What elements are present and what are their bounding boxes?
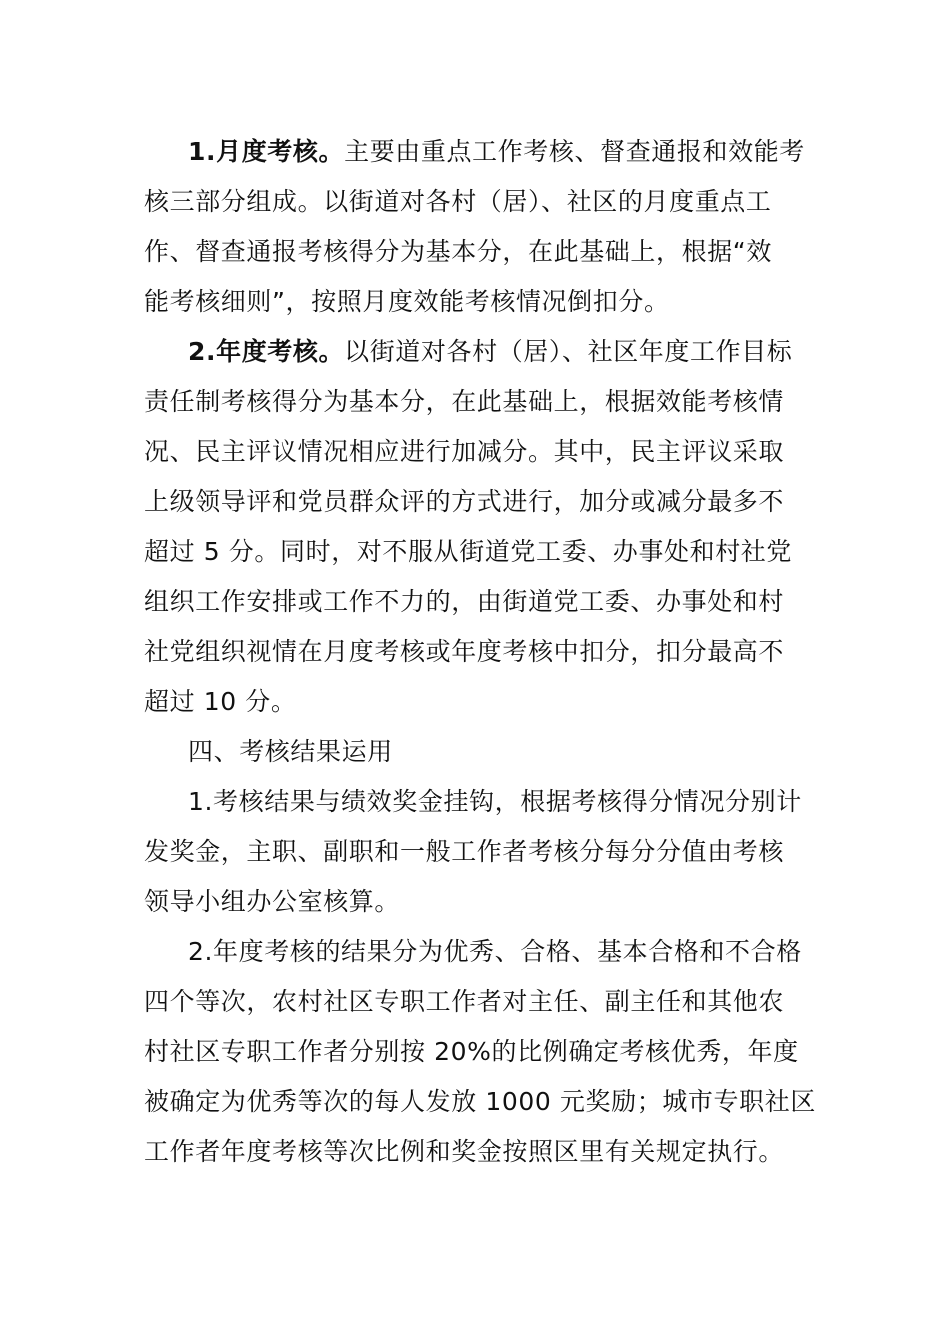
paragraph-2-line-6: 组织工作安排或工作不力的，由街道党工委、办事处和村 bbox=[144, 587, 785, 616]
paragraph-4-line-1: 1.考核结果与绩效奖金挂钩，根据考核得分情况分别计 bbox=[188, 787, 802, 816]
paragraph-5-line-2: 四个等次，农村社区专职工作者对主任、副主任和其他农 bbox=[144, 987, 785, 1016]
paragraph-1-line-2: 核三部分组成。以街道对各村（居）、社区的月度重点工 bbox=[144, 187, 772, 216]
paragraph-1-text: 主要由重点工作考核、督查通报和效能考 bbox=[344, 137, 805, 166]
paragraph-2-line-4: 上级领导评和党员群众评的方式进行，加分或减分最多不 bbox=[144, 487, 785, 516]
paragraph-2-line-3: 况、民主评议情况相应进行加减分。其中，民主评议采取 bbox=[144, 437, 785, 466]
paragraph-2-text: 以街道对各村（居）、社区年度工作目标 bbox=[344, 337, 793, 366]
paragraph-4-line-3: 领导小组办公室核算。 bbox=[144, 887, 401, 916]
paragraph-2-line-5: 超过 5 分。同时，对不服从街道党工委、办事处和村社党 bbox=[144, 537, 793, 566]
section-title: 四、考核结果运用 bbox=[188, 737, 393, 766]
paragraph-5-line-1: 2.年度考核的结果分为优秀、合格、基本合格和不合格 bbox=[188, 937, 802, 966]
paragraph-1-line-4: 能考核细则”，按照月度效能考核情况倒扣分。 bbox=[144, 287, 670, 316]
paragraph-2-heading: 2.年度考核。 bbox=[188, 337, 345, 366]
paragraph-5-line-4: 被确定为优秀等次的每人发放 1000 元奖励；城市专职社区 bbox=[144, 1087, 816, 1116]
paragraph-2-line-2: 责任制考核得分为基本分，在此基础上，根据效能考核情 bbox=[144, 387, 785, 416]
paragraph-5-line-3: 村社区专职工作者分别按 20%的比例确定考核优秀，年度 bbox=[144, 1037, 799, 1066]
paragraph-2-line-1 bbox=[188, 336, 792, 368]
paragraph-1-line-3: 作、督查通报考核得分为基本分，在此基础上，根据“效 bbox=[144, 237, 772, 266]
paragraph-2-line-7: 社党组织视情在月度考核或年度考核中扣分，扣分最高不 bbox=[144, 637, 785, 666]
paragraph-1-line-1 bbox=[188, 136, 805, 168]
paragraph-2-line-8: 超过 10 分。 bbox=[144, 687, 297, 716]
paragraph-1-heading: 1.月度考核。 bbox=[188, 137, 345, 166]
paragraph-4-line-2: 发奖金，主职、副职和一般工作者考核分每分分值由考核 bbox=[144, 837, 785, 866]
paragraph-5-line-5: 工作者年度考核等次比例和奖金按照区里有关规定执行。 bbox=[144, 1137, 785, 1166]
